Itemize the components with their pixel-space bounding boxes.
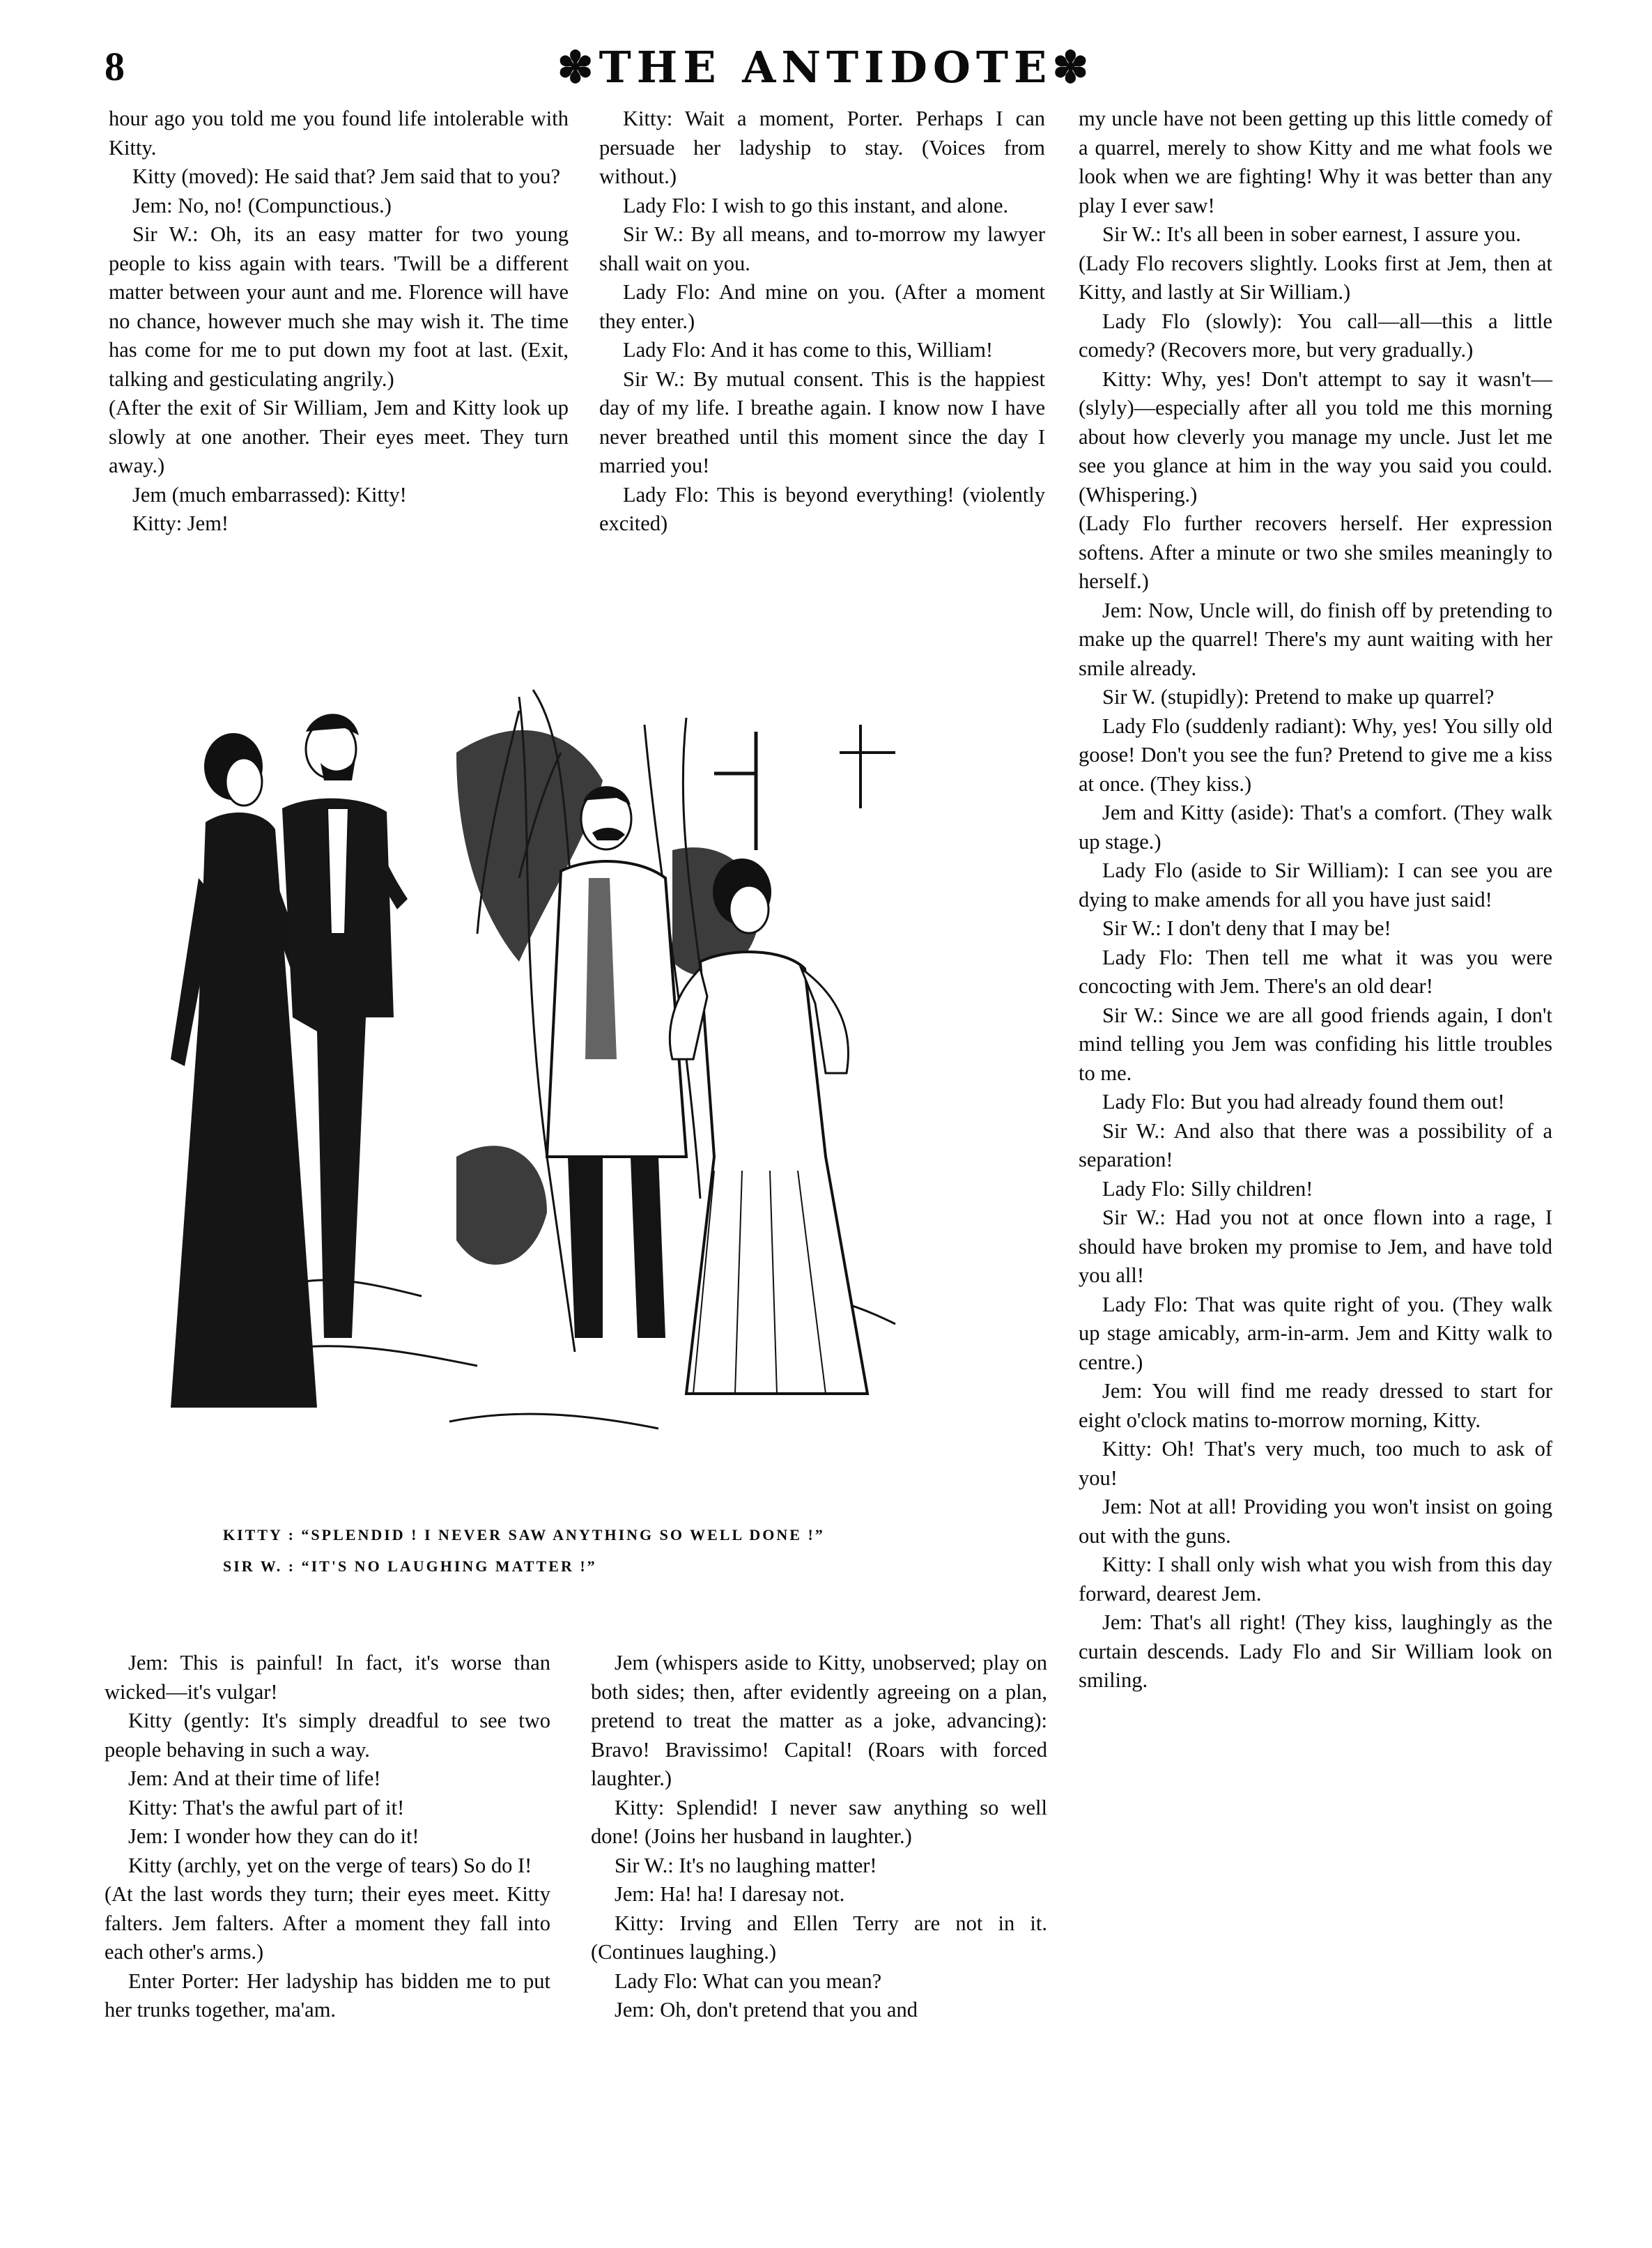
dialogue-line: Lady Flo (slowly): You call—all—this a little comedy? (Recovers more, but very gradually.) (1079, 309, 1552, 362)
dialogue-line: Jem: No, no! (Compunctious.) (132, 193, 392, 217)
dialogue-line: Sir W.: It's no laughing matter! (615, 1853, 877, 1877)
caption-line-sir-w: SIR W. : “IT'S NO LAUGHING MATTER !” (223, 1557, 597, 1575)
ornament-right-icon: ✽ (1052, 42, 1095, 93)
dialogue-line: Lady Flo: This is beyond everything! (violently excited) (599, 482, 1045, 535)
dialogue-line: Lady Flo: That was quite right of you. (They walk up stage amicably, arm-in-arm. Jem and Kitty walk to centre.) (1079, 1292, 1552, 1374)
dialogue-line: Lady Flo: Silly children! (1102, 1176, 1313, 1201)
dialogue-line: Kitty: Oh! That's very much, too much to ask of you! (1079, 1437, 1552, 1490)
column-2-bottom (591, 1649, 1047, 2025)
dialogue-line: Sir W.: By all means, and to-morrow my lawyer shall wait on you. (599, 222, 1045, 275)
illustration (157, 669, 1045, 1477)
dialogue-line: Kitty: Splendid! I never saw anything so well done! (Joins her husband in laughter.) (591, 1795, 1047, 1848)
dialogue-line: Kitty (archly, yet on the verge of tears) So do I! (128, 1853, 532, 1877)
dialogue-line: Sir W.: It's all been in sober earnest, I assure you. (1102, 222, 1521, 246)
dialogue-line: Sir W.: By mutual consent. This is the happiest day of my life. I breathe again. I know now I have never breathed until this moment since the day I married you! (599, 367, 1045, 477)
dialogue-line: Jem: And at their time of life! (128, 1766, 381, 1790)
column-1-top (85, 105, 569, 539)
dialogue-line: Sir W.: I don't deny that I may be! (1102, 916, 1391, 940)
dialogue-line: Jem: You will find me ready dressed to start for eight o'clock matins to-morrow morning, Kitty. (1079, 1379, 1552, 1432)
dialogue-line: Lady Flo: And it has come to this, William! (623, 338, 994, 362)
dialogue-line: Jem: That's all right! (They kiss, laughingly as the curtain descends. Lady Flo and Sir William look on smiling. (1079, 1610, 1552, 1692)
dialogue-line: Kitty: Irving and Ellen Terry are not in it. (Continues laughing.) (591, 1911, 1047, 1964)
dialogue-line: Jem: This is painful! In fact, it's worse than wicked—it's vulgar! (105, 1651, 550, 1704)
dialogue-line: Sir W.: Had you not at once flown into a rage, I should have broken my promise to Jem, and have told you all! (1079, 1206, 1552, 1287)
dialogue-line: Kitty: Why, yes! Don't attempt to say it wasn't—(slyly)—especially after all you told me this morning about how cleverly you manage my uncle. Just let me see you glance at him in the way you said you could. (Whispering.) (1079, 367, 1552, 507)
stage-direction: hour ago you told me you found life intolerable with Kitty. (109, 107, 569, 160)
stage-direction: (At the last words they turn; their eyes meet. Kitty falters. Jem falters. After a moment they fall into each other's arms.) (105, 1882, 550, 1964)
column-2-top (599, 105, 1045, 539)
dialogue-line: Jem and Kitty (aside): That's a comfort. (They walk up stage.) (1079, 801, 1552, 854)
dialogue-line: Jem: Not at all! Providing you won't insist on going out with the guns. (1079, 1495, 1552, 1548)
ornament-left-icon: ✽ (557, 42, 599, 93)
stage-direction: (Lady Flo recovers slightly. Looks first at Jem, then at Kitty, and lastly at Sir William.) (1079, 251, 1552, 304)
stage-direction: my uncle have not been getting up this little comedy of a quarrel, merely to show Kitty and me what fools we look when we are fighting! Why it was better than any play I ever saw! (1079, 107, 1552, 217)
dialogue-line: Kitty: I shall only wish what you wish from this day forward, dearest Jem. (1079, 1553, 1552, 1606)
dialogue-line: Jem: I wonder how they can do it! (128, 1824, 419, 1848)
dialogue-line: Jem: Now, Uncle will, do finish off by pretending to make up the quarrel! There's my aunt waiting with her smile already. (1079, 598, 1552, 680)
dialogue-line: Jem (whispers aside to Kitty, unobserved; play on both sides; then, after evidently agreeing on a plan, pretend to treat the matter as a joke, advancing): Bravo! Bravissimo! Capital! (Roars with forced laughter.) (591, 1651, 1047, 1790)
dialogue-line: Lady Flo: But you had already found them out! (1102, 1090, 1505, 1114)
illustration-caption (223, 1519, 989, 1582)
dialogue-line: Sir W.: Oh, its an easy matter for two young people to kiss again with tears. 'Twill be a different matter between your aunt and me. Florence will have no chance, however much she may wish it. The time has come for me to put down my foot at last. (Exit, talking and gesticulating angrily.) (109, 222, 569, 391)
dialogue-line: Jem: Oh, don't pretend that you and (615, 1998, 918, 2022)
column-1-bottom (105, 1649, 550, 2025)
dialogue-line: Jem: Ha! ha! I daresay not. (615, 1882, 845, 1906)
dialogue-line: Kitty: Wait a moment, Porter. Perhaps I can persuade her ladyship to stay. (Voices from without.) (599, 107, 1045, 188)
dialogue-line: Lady Flo: Then tell me what it was you were concocting with Jem. There's an old dear! (1079, 945, 1552, 998)
caption-line-kitty: KITTY : “SPLENDID ! I NEVER SAW ANYTHING SO WELL DONE !” (223, 1526, 825, 1543)
dialogue-line: Kitty (gently: It's simply dreadful to see two people behaving in such a way. (105, 1709, 550, 1762)
dialogue-line: Kitty: That's the awful part of it! (128, 1795, 405, 1819)
dialogue-line: Lady Flo: I wish to go this instant, and alone. (623, 193, 1009, 217)
dialogue-line: Kitty: Jem! (132, 511, 229, 535)
masthead-title: ✽THE ANTIDOTE✽ (557, 42, 1095, 93)
dialogue-line: Enter Porter: Her ladyship has bidden me to put her trunks together, ma'am. (105, 1969, 550, 2022)
column-3 (1079, 105, 1552, 1695)
page-number: 8 (105, 44, 125, 89)
figure-jem (547, 786, 686, 1338)
dialogue-line: Lady Flo: What can you mean? (615, 1969, 882, 1993)
dialogue-line: Sir W.: Since we are all good friends again, I don't mind telling you Jem was confiding his little troubles to me. (1079, 1003, 1552, 1085)
stage-direction: (After the exit of Sir William, Jem and Kitty look up slowly at one another. Their eyes meet. They turn away.) (109, 396, 569, 477)
dialogue-line: Lady Flo: And mine on you. (After a moment they enter.) (599, 280, 1045, 333)
dialogue-line: Lady Flo (aside to Sir William): I can see you are dying to make amends for all you have just said! (1079, 859, 1552, 911)
stage-direction: (Lady Flo further recovers herself. Her expression softens. After a minute or two she smiles meaningly to herself.) (1079, 511, 1552, 593)
dialogue-line: Jem (much embarrassed): Kitty! (132, 482, 407, 507)
dialogue-line: Lady Flo (suddenly radiant): Why, yes! You silly old goose! Don't you see the fun? Pretend to give me a kiss at once. (They kiss.) (1079, 714, 1552, 796)
dialogue-line: Kitty (moved): He said that? Jem said that to you? (132, 164, 561, 188)
dialogue-line: Sir W.: And also that there was a possibility of a separation! (1079, 1118, 1552, 1171)
dialogue-line: Sir W. (stupidly): Pretend to make up quarrel? (1102, 685, 1495, 709)
